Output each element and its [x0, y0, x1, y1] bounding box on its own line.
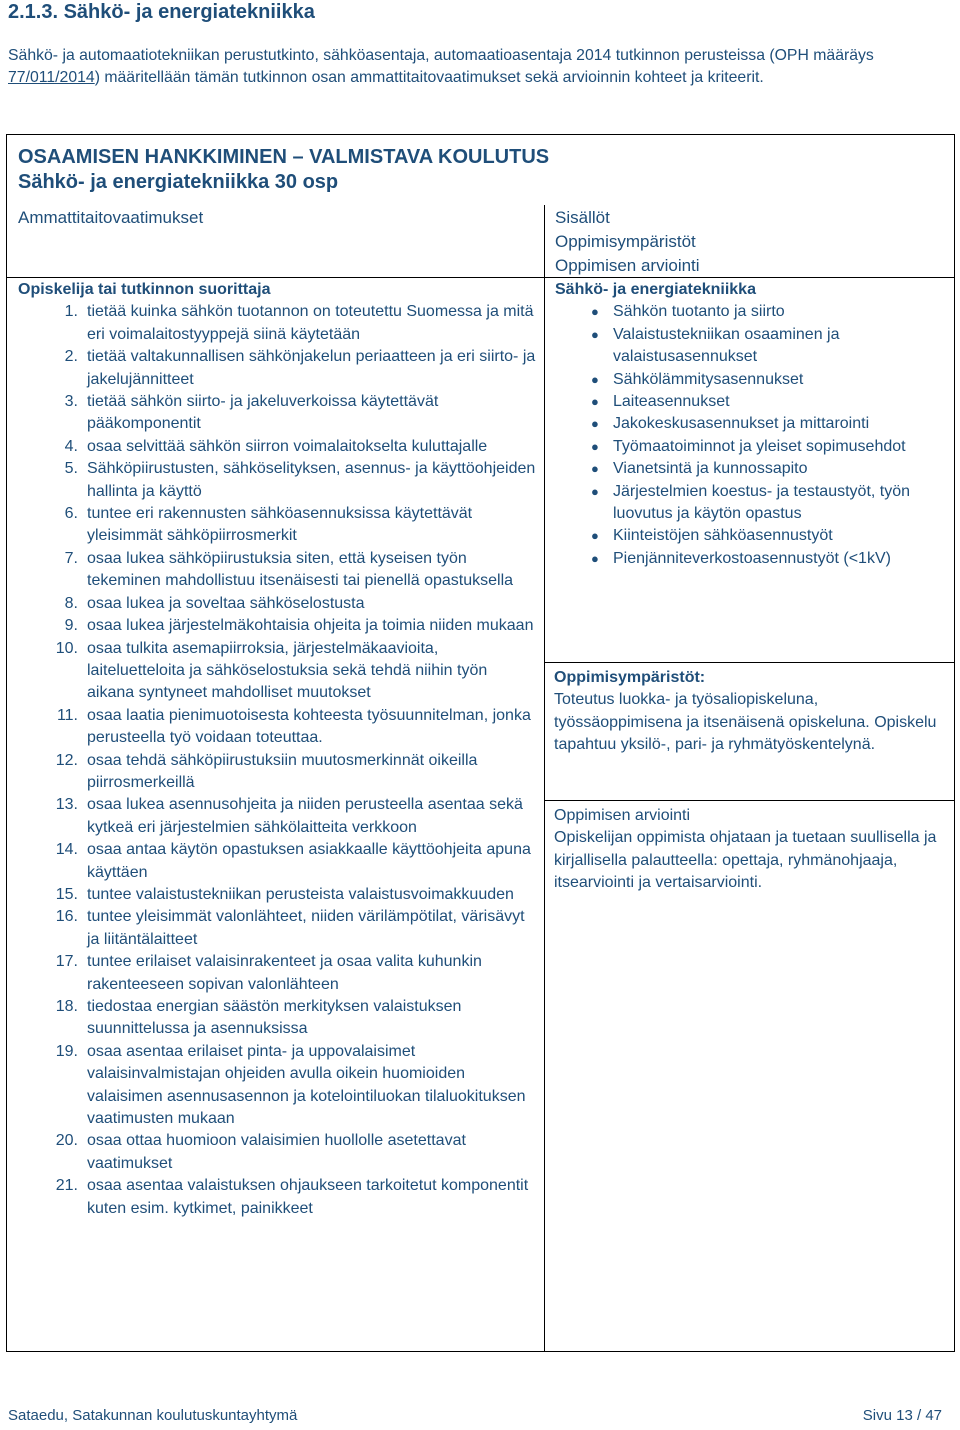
outcome-text: osaa asentaa valaistuksen ohjaukseen tarkoitetut komponentit kuten esim. kytkimet, painikkeet [87, 1177, 529, 1217]
outcome-item [18, 794, 538, 839]
regulation-link[interactable]: 77/011/2014 [8, 69, 95, 86]
content-text: Kiinteistöjen sähköasennustyöt [613, 527, 833, 545]
outcomes-column [18, 279, 538, 1220]
outcome-number: 21. [55, 1177, 78, 1195]
outcome-text: tuntee yleisimmät valonlähteet, niiden värilämpötilat, värisävyt ja liitäntälaitteet [87, 908, 525, 948]
content-item [555, 525, 950, 547]
bullet-icon: ● [591, 483, 599, 499]
outcome-number: 9. [64, 617, 78, 635]
bullet-icon: ● [591, 550, 599, 566]
outcome-text: osaa asentaa erilaiset pinta- ja uppovalaisimet valaisinvalmistajan ohjeiden avulla oikein huomioiden valaisimen asennusasennon ja kotelointiluokan tilaluokituksen vaatimusten mukaan [87, 1042, 526, 1128]
left-column-header: Ammattitaitovaatimukset [18, 208, 204, 227]
content-text: Jakokeskusasennukset ja mittarointi [613, 415, 870, 433]
outcome-text: osaa tulkita asemapiirroksia, järjestelmäkaavioita, laiteluetteloita ja sähköselostuksia sekä tehdä niihin työn aikana syntyneet mahdolliset muutokset [87, 639, 488, 702]
outcome-number: 7. [64, 549, 78, 567]
right-column-header [555, 206, 700, 278]
bullet-icon: ● [591, 438, 599, 454]
section-heading: 2.1.3. Sähkö- ja energiatekniikka [8, 1, 315, 23]
outcome-text: osaa tehdä sähköpiirustuksiin muutosmerkinnät oikeilla piirrosmerkeillä [87, 751, 478, 791]
outcome-text: Sähköpiirustusten, sähköselityksen, asennus- ja käyttöohjeiden hallinta ja käyttö [87, 460, 536, 500]
bullet-icon: ● [591, 394, 599, 410]
content-item [555, 324, 950, 369]
outcome-text: tiedostaa energian säästön merkityksen valaistuksen suunnittelussa ja asennuksissa [87, 998, 462, 1038]
outcome-text: osaa antaa käytön opastuksen asiakkaalle käyttöohjeita apuna käyttäen [87, 841, 531, 881]
table-title-line2: Sähkö- ja energiatekniikka 30 osp [18, 171, 339, 193]
table-title [18, 145, 938, 195]
outcomes-subheader: Opiskelija tai tutkinnon suorittaja [18, 281, 271, 298]
content-text: Sähkön tuotanto ja siirto [613, 303, 785, 321]
bullet-icon: ● [591, 528, 599, 544]
outcome-number: 20. [55, 1132, 78, 1150]
outcome-item [18, 615, 538, 637]
outcome-number: 5. [64, 460, 78, 478]
outcome-text: tuntee erilaiset valaisinrakenteet ja osaa valita kuhunkin rakenteeseen sopivan valonlähteen [87, 953, 482, 993]
footer-organization: Sataedu, Satakunnan koulutuskuntayhtymä [8, 1407, 298, 1424]
outcome-text: osaa lukea asennusohjeita ja niiden perusteella asentaa sekä kytkeä eri järjestelmien sähkölaitteita verkkoon [87, 796, 523, 836]
content-item [555, 458, 950, 480]
bullet-icon: ● [591, 371, 599, 387]
outcome-text: osaa lukea ja soveltaa sähköselostusta [87, 594, 365, 612]
right-header-environments: Oppimisympäristöt [555, 232, 696, 251]
contents-column [555, 279, 950, 570]
content-text: Työmaatoiminnot ja yleiset sopimusehdot [613, 437, 906, 455]
outcome-number: 3. [64, 393, 78, 411]
outcome-number: 1. [64, 303, 78, 321]
outcome-number: 2. [64, 348, 78, 366]
intro-text-after: ) määritellään tämän tutkinnon osan ammattitaitovaatimukset sekä arvioinnin kohteet ja kriteerit. [94, 69, 764, 86]
contents-title: Sähkö- ja energiatekniikka [555, 281, 756, 298]
intro-paragraph [8, 45, 943, 89]
outcome-number: 16. [55, 908, 78, 926]
content-text: Laiteasennukset [613, 393, 730, 411]
outcome-number: 19. [55, 1042, 78, 1060]
environments-text: Toteutus luokka- ja työsaliopiskeluna, työssäoppimisena ja itsenäisenä opiskeluna. Opiskelu tapahtuu yksilö-, pari- ja ryhmätyöskentelynä. [554, 691, 937, 754]
outcome-item [18, 1175, 538, 1220]
outcome-item [18, 906, 538, 951]
assessment-section [544, 800, 955, 895]
bullet-icon: ● [591, 416, 599, 432]
bullet-icon: ● [591, 304, 599, 320]
outcome-item [18, 1130, 538, 1175]
outcome-number: 8. [64, 594, 78, 612]
outcome-number: 10. [55, 639, 78, 657]
environments-title: Oppimisympäristöt: [554, 669, 706, 686]
outcome-number: 4. [64, 437, 78, 455]
outcome-item [18, 458, 538, 503]
outcome-number: 11. [56, 706, 78, 724]
content-text: Valaistustekniikan osaaminen ja valaistusasennukset [613, 325, 840, 366]
outcome-text: tuntee valaistustekniikan perusteista valaistusvoimakkuuden [87, 885, 514, 903]
outcome-text: tietää sähkön siirto- ja jakeluverkoissa käytettävät pääkomponentit [87, 393, 439, 433]
outcome-item [18, 996, 538, 1041]
outcome-text: osaa lukea järjestelmäkohtaisia ohjeita ja toimia niiden mukaan [87, 617, 534, 635]
outcome-text: osaa laatia pienimuotoisesta kohteesta työsuunnitelman, jonka perusteella työ voidaan toteuttaa. [87, 706, 531, 747]
content-text: Vianetsintä ja kunnossapito [613, 460, 808, 478]
bullet-icon: ● [591, 326, 599, 342]
outcome-number: 18. [55, 998, 78, 1015]
outcome-item [18, 436, 538, 458]
outcome-item [18, 1041, 538, 1131]
outcome-item [18, 750, 538, 795]
outcome-text: osaa selvittää sähkön siirron voimalaitokselta kuluttajalle [87, 437, 488, 455]
outcome-item [18, 346, 538, 391]
environments-section [544, 662, 955, 757]
outcome-item [18, 638, 538, 705]
footer-page-number: Sivu 13 / 47 [862, 1407, 942, 1424]
intro-text-before: Sähkö- ja automaatiotekniikan perustutkinto, sähköasentaja, automaatioasentaja 2014 tutkinnon perusteissa (OPH määräys [8, 47, 874, 64]
outcome-number: 13. [55, 796, 78, 814]
outcome-item [18, 705, 538, 750]
outcome-item [18, 301, 538, 346]
outcome-item [18, 951, 538, 996]
outcome-text: tuntee eri rakennusten sähköasennuksissa käytettävät yleisimmät sähköpiirrosmerkit [87, 505, 473, 545]
table-title-line1: OSAAMISEN HANKKIMINEN – VALMISTAVA KOULUTUS [18, 146, 550, 168]
column-divider [544, 205, 545, 1352]
outcome-text: tietää kuinka sähkön tuotannon on toteutettu Suomessa ja mitä eri voimalaitostyyppejä siinä käytetään [87, 303, 534, 343]
outcome-number: 14. [55, 841, 78, 859]
outcome-number: 6. [64, 505, 78, 523]
content-item [555, 391, 950, 413]
outcomes-list [18, 301, 538, 1220]
right-header-contents: Sisällöt [555, 208, 610, 227]
outcome-text: osaa lukea sähköpiirustuksia siten, että kyseisen työn tekeminen mahdollistuu itsenäisesti tai pienellä opastuksella [87, 549, 514, 590]
outcome-text: osaa ottaa huomioon valaisimien huollolle asetettavat vaatimukset [87, 1132, 466, 1172]
outcome-item [18, 593, 538, 615]
content-item [555, 413, 950, 435]
outcome-text: tietää valtakunnallisen sähkönjakelun periaatteen ja eri siirto- ja jakelujännitteet [87, 348, 536, 388]
content-item [555, 481, 950, 526]
outcome-item [18, 884, 538, 906]
assessment-title: Oppimisen arviointi [554, 807, 691, 824]
outcome-item [18, 391, 538, 436]
content-item [555, 436, 950, 458]
right-header-assessment: Oppimisen arviointi [555, 256, 700, 275]
contents-list [555, 301, 950, 570]
content-item [555, 301, 950, 323]
bullet-icon: ● [591, 461, 599, 477]
content-item [555, 548, 950, 570]
outcome-item [18, 503, 538, 548]
assessment-text: Opiskelijan oppimista ohjataan ja tuetaan suullisella ja kirjallisella palautteella: opettaja, ryhmänohjaaja, itsearviointi ja vertaisarviointi. [554, 829, 937, 892]
content-text: Sähkölämmitysasennukset [613, 370, 804, 388]
outcome-number: 15. [55, 885, 78, 903]
content-item [555, 369, 950, 391]
outcome-number: 17. [55, 953, 78, 971]
outcome-item [18, 548, 538, 593]
content-text: Järjestelmien koestus- ja testaustyöt, työn luovutus ja käytön opastus [613, 482, 911, 523]
header-row-divider [6, 277, 955, 278]
outcome-number: 12. [55, 751, 78, 769]
outcome-item [18, 839, 538, 884]
content-text: Pienjänniteverkostoasennustyöt (<1kV) [613, 549, 891, 567]
